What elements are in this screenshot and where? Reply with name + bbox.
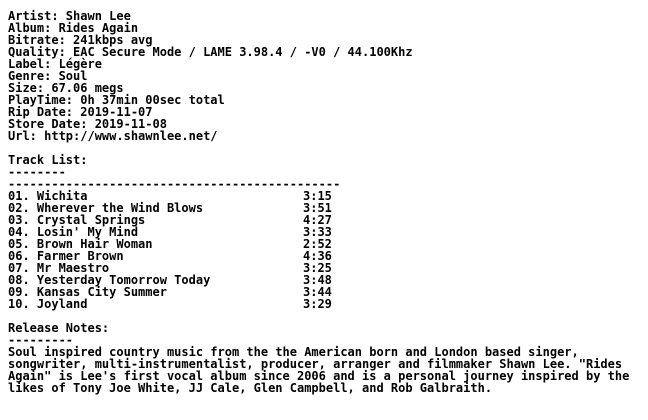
track-duration: 3:44 xyxy=(303,285,332,299)
track-duration: 3:48 xyxy=(303,273,332,287)
release-notes-underline: --------- xyxy=(8,333,74,347)
url-line: Url: http://www.shawnlee.net/ xyxy=(8,129,218,143)
track-duration: 4:36 xyxy=(303,249,332,263)
info-block xyxy=(8,10,648,142)
track-duration: 3:15 xyxy=(303,189,332,203)
track-row xyxy=(8,298,648,310)
bitrate-line: Bitrate: 241kbps avg xyxy=(8,33,153,47)
track-title: 08. Yesterday Tomorrow Today xyxy=(8,273,211,287)
track-duration: 4:27 xyxy=(303,213,332,227)
label-line: Label: Légère xyxy=(8,57,102,71)
artist-line: Artist: Shawn Lee xyxy=(8,9,131,23)
track-title: 06. Farmer Brown xyxy=(8,249,124,263)
track-title: 09. Kansas City Summer xyxy=(8,285,167,299)
track-duration: 3:29 xyxy=(303,297,332,311)
release-notes-header: Release Notes: xyxy=(8,321,110,335)
tracklist-divider: ---------------------------------------------- xyxy=(8,177,341,191)
quality-line: Quality: EAC Secure Mode / LAME 3.98.4 / -V0 / 44.100Khz xyxy=(8,45,413,59)
tracklist-underline: -------- xyxy=(8,165,66,179)
track-duration: 3:51 xyxy=(303,201,332,215)
track-title: 03. Crystal Springs xyxy=(8,213,146,227)
release-notes-section xyxy=(8,322,648,394)
track-title: 10. Joyland xyxy=(8,297,88,311)
rip-date-line: Rip Date: 2019-11-07 xyxy=(8,105,153,119)
track-title: 01. Wichita xyxy=(8,189,88,203)
store-date-line: Store Date: 2019-11-08 xyxy=(8,117,167,131)
track-title: 02. Wherever the Wind Blows xyxy=(8,201,204,215)
release-notes-text: Soul inspired country music from the the American born and London based singer, songwriter, multi-instrumentalist, producer, arranger and filmmaker Shawn Lee. "Rides Again" is Lee's first vocal album since 2006 and is a personal journey inspired by the likes of Tony Joe White, JJ Cale, Glen Campbell, and Rob Galbraith. xyxy=(8,345,630,395)
track-title: 07. Mr Maestro xyxy=(8,261,110,275)
tracklist-header: Track List: xyxy=(8,153,88,167)
genre-line: Genre: Soul xyxy=(8,69,88,83)
track-title: 04. Losin' My Mind xyxy=(8,225,139,239)
size-line: Size: 67.06 megs xyxy=(8,81,124,95)
track-duration: 3:25 xyxy=(303,261,332,275)
track-duration: 2:52 xyxy=(303,237,332,251)
track-title: 05. Brown Hair Woman xyxy=(8,237,153,251)
spacer xyxy=(8,142,648,154)
album-line: Album: Rides Again xyxy=(8,21,139,35)
track-duration: 3:33 xyxy=(303,225,332,239)
tracklist-section xyxy=(8,154,648,310)
playtime-line: PlayTime: 0h 37min 00sec total xyxy=(8,93,225,107)
